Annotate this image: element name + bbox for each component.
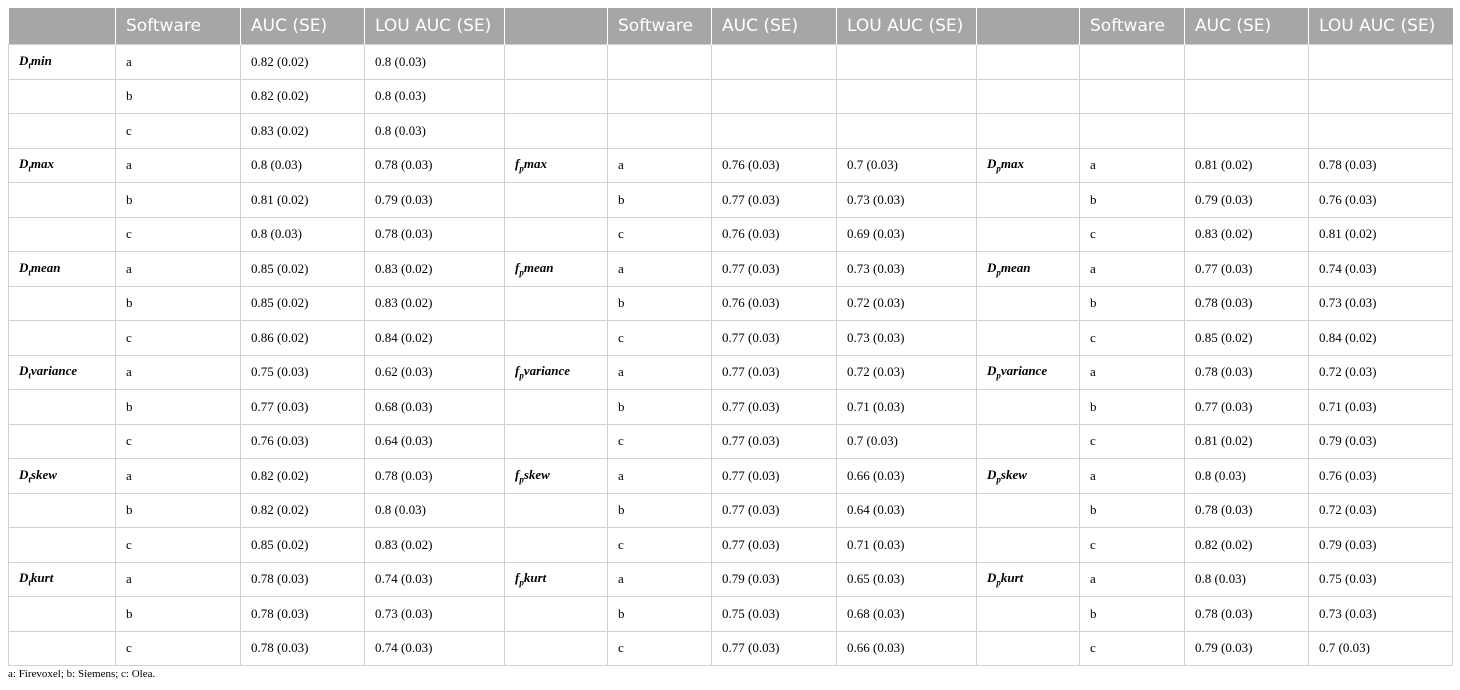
auc-table (8, 8, 1453, 666)
lou-auc-cell: 0.66 (0.03) (837, 631, 977, 666)
parameter-stat: kurt (30, 570, 54, 586)
parameter-subscript: p (996, 578, 1001, 589)
software-cell: c (608, 631, 712, 666)
software-cell: c (608, 528, 712, 563)
auc-cell: 0.75 (0.03) (241, 355, 365, 390)
lou-auc-cell: 0.71 (0.03) (1309, 390, 1453, 425)
lou-auc-cell: 0.78 (0.03) (1309, 148, 1453, 183)
parameter-base: D (987, 156, 997, 172)
lou-auc-cell: 0.76 (0.03) (1309, 459, 1453, 494)
auc-cell: 0.82 (0.02) (241, 459, 365, 494)
lou-auc-cell: 0.73 (0.03) (1309, 286, 1453, 321)
lou-auc-cell: 0.83 (0.02) (365, 528, 505, 563)
auc-cell: 0.85 (0.02) (241, 286, 365, 321)
parameter-cell (9, 355, 116, 390)
parameter-cell (9, 528, 116, 563)
parameter-cell (505, 355, 608, 390)
software-cell: b (116, 286, 241, 321)
lou-auc-cell: 0.76 (0.03) (1309, 183, 1453, 218)
lou-auc-cell: 0.73 (0.03) (837, 252, 977, 287)
lou-auc-cell: 0.79 (0.03) (1309, 424, 1453, 459)
software-cell: b (1080, 493, 1185, 528)
software-cell: a (1080, 355, 1185, 390)
software-cell: c (116, 217, 241, 252)
lou-auc-cell (837, 114, 977, 149)
lou-auc-cell: 0.68 (0.03) (365, 390, 505, 425)
software-cell: c (116, 424, 241, 459)
lou-auc-cell (1309, 114, 1453, 149)
table-row (9, 79, 1453, 114)
parameter-base: D (19, 363, 29, 379)
auc-cell: 0.77 (0.03) (712, 528, 837, 563)
auc-cell: 0.78 (0.03) (241, 562, 365, 597)
software-cell: c (116, 528, 241, 563)
software-cell (608, 45, 712, 80)
table-row (9, 390, 1453, 425)
table-row (9, 631, 1453, 666)
auc-cell: 0.78 (0.03) (1185, 597, 1309, 632)
software-cell: b (116, 597, 241, 632)
table-row (9, 252, 1453, 287)
parameter-stat: variance (30, 363, 78, 379)
column-header-software: Software (608, 8, 712, 45)
lou-auc-cell: 0.78 (0.03) (365, 459, 505, 494)
software-cell: a (608, 562, 712, 597)
software-cell: c (1080, 217, 1185, 252)
software-cell: b (608, 493, 712, 528)
auc-cell: 0.82 (0.02) (241, 79, 365, 114)
parameter-cell (505, 459, 608, 494)
auc-cell (1185, 114, 1309, 149)
parameter-subscript: p (519, 578, 524, 589)
parameter-base: f (515, 156, 520, 172)
software-cell: b (1080, 597, 1185, 632)
lou-auc-cell: 0.79 (0.03) (1309, 528, 1453, 563)
lou-auc-cell (837, 79, 977, 114)
auc-cell: 0.8 (0.03) (241, 217, 365, 252)
auc-cell: 0.82 (0.02) (1185, 528, 1309, 563)
column-header-lou-auc-se: LOU AUC (SE) (837, 8, 977, 45)
auc-cell: 0.85 (0.02) (241, 252, 365, 287)
table-row (9, 321, 1453, 356)
parameter-subscript: p (996, 164, 1001, 175)
software-cell: a (116, 355, 241, 390)
parameter-cell (505, 597, 608, 632)
software-cell (1080, 45, 1185, 80)
auc-cell: 0.77 (0.03) (712, 424, 837, 459)
lou-auc-cell: 0.72 (0.03) (837, 355, 977, 390)
parameter-cell (9, 459, 116, 494)
lou-auc-cell: 0.64 (0.03) (365, 424, 505, 459)
software-cell: b (608, 183, 712, 218)
lou-auc-cell: 0.73 (0.03) (365, 597, 505, 632)
software-cell: a (608, 355, 712, 390)
auc-cell: 0.79 (0.03) (1185, 631, 1309, 666)
parameter-cell (977, 252, 1080, 287)
parameter-cell (977, 562, 1080, 597)
auc-cell: 0.77 (0.03) (1185, 252, 1309, 287)
software-cell: c (608, 321, 712, 356)
parameter-cell (9, 183, 116, 218)
lou-auc-cell: 0.8 (0.03) (365, 79, 505, 114)
parameter-cell (977, 183, 1080, 218)
auc-cell: 0.8 (0.03) (1185, 562, 1309, 597)
software-cell: c (1080, 321, 1185, 356)
parameter-cell (977, 286, 1080, 321)
auc-cell: 0.82 (0.02) (241, 493, 365, 528)
software-cell (1080, 79, 1185, 114)
parameter-cell (977, 45, 1080, 80)
parameter-base: D (19, 259, 29, 275)
software-cell: b (608, 390, 712, 425)
lou-auc-cell: 0.74 (0.03) (365, 562, 505, 597)
parameter-subscript: t (28, 474, 31, 485)
parameter-cell (505, 528, 608, 563)
column-header-software: Software (116, 8, 241, 45)
software-cell: c (1080, 631, 1185, 666)
parameter-cell (9, 286, 116, 321)
parameter-cell (505, 390, 608, 425)
parameter-cell (9, 493, 116, 528)
parameter-subscript: p (996, 474, 1001, 485)
lou-auc-cell: 0.84 (0.02) (365, 321, 505, 356)
software-cell: a (1080, 459, 1185, 494)
auc-cell: 0.76 (0.03) (712, 217, 837, 252)
software-cell: b (1080, 390, 1185, 425)
table-row (9, 424, 1453, 459)
software-cell: a (1080, 252, 1185, 287)
parameter-stat: skew (30, 466, 57, 482)
parameter-subscript: p (519, 371, 524, 382)
parameter-cell (977, 148, 1080, 183)
parameter-stat: mean (30, 259, 61, 275)
software-cell: a (116, 45, 241, 80)
lou-auc-cell (1309, 45, 1453, 80)
lou-auc-cell: 0.83 (0.02) (365, 252, 505, 287)
software-cell: a (1080, 562, 1185, 597)
parameter-cell (505, 183, 608, 218)
parameter-cell (977, 79, 1080, 114)
software-cell: b (608, 597, 712, 632)
auc-cell: 0.79 (0.03) (712, 562, 837, 597)
parameter-subscript: p (996, 267, 1001, 278)
lou-auc-cell: 0.72 (0.03) (1309, 493, 1453, 528)
lou-auc-cell: 0.8 (0.03) (365, 114, 505, 149)
lou-auc-cell: 0.74 (0.03) (1309, 252, 1453, 287)
software-cell: c (1080, 424, 1185, 459)
software-cell: a (608, 459, 712, 494)
column-header-parameter (9, 8, 116, 45)
parameter-base: f (515, 259, 520, 275)
software-cell: b (1080, 183, 1185, 218)
auc-cell: 0.81 (0.02) (1185, 424, 1309, 459)
parameter-subscript: t (28, 164, 31, 175)
parameter-stat: min (30, 52, 52, 68)
parameter-base: D (19, 570, 29, 586)
software-cell: a (608, 252, 712, 287)
parameter-cell (977, 321, 1080, 356)
auc-cell: 0.78 (0.03) (1185, 355, 1309, 390)
lou-auc-cell: 0.8 (0.03) (365, 493, 505, 528)
parameter-cell (9, 321, 116, 356)
parameter-stat: max (30, 156, 55, 172)
column-header-software: Software (1080, 8, 1185, 45)
parameter-cell (977, 493, 1080, 528)
column-header-parameter (977, 8, 1080, 45)
lou-auc-cell: 0.69 (0.03) (837, 217, 977, 252)
column-header-lou-auc-se: LOU AUC (SE) (1309, 8, 1453, 45)
lou-auc-cell: 0.71 (0.03) (837, 390, 977, 425)
auc-cell (712, 45, 837, 80)
parameter-stat: max (1000, 156, 1025, 172)
lou-auc-cell: 0.73 (0.03) (837, 321, 977, 356)
auc-cell: 0.78 (0.03) (241, 597, 365, 632)
parameter-base: f (515, 466, 520, 482)
auc-cell: 0.81 (0.02) (241, 183, 365, 218)
parameter-cell (9, 424, 116, 459)
auc-cell: 0.86 (0.02) (241, 321, 365, 356)
table-row (9, 528, 1453, 563)
parameter-stat: skew (523, 466, 550, 482)
lou-auc-cell: 0.65 (0.03) (837, 562, 977, 597)
auc-cell: 0.77 (0.03) (712, 390, 837, 425)
table-footnote: a: Firevoxel; b: Siemens; c: Olea. (8, 668, 156, 680)
parameter-subscript: t (28, 371, 31, 382)
software-cell: b (116, 79, 241, 114)
lou-auc-cell: 0.84 (0.02) (1309, 321, 1453, 356)
lou-auc-cell (1309, 79, 1453, 114)
auc-cell: 0.77 (0.03) (712, 183, 837, 218)
parameter-cell (9, 631, 116, 666)
table-body (9, 45, 1453, 666)
software-cell: b (1080, 286, 1185, 321)
parameter-stat: mean (523, 259, 554, 275)
parameter-cell (505, 148, 608, 183)
lou-auc-cell: 0.71 (0.03) (837, 528, 977, 563)
parameter-base: D (19, 466, 29, 482)
auc-cell: 0.85 (0.02) (241, 528, 365, 563)
lou-auc-cell: 0.64 (0.03) (837, 493, 977, 528)
results-table-container (8, 8, 1452, 666)
parameter-cell (9, 114, 116, 149)
lou-auc-cell: 0.7 (0.03) (837, 424, 977, 459)
parameter-cell (505, 562, 608, 597)
lou-auc-cell: 0.66 (0.03) (837, 459, 977, 494)
parameter-subscript: p (996, 371, 1001, 382)
auc-cell: 0.76 (0.03) (712, 286, 837, 321)
table-row (9, 597, 1453, 632)
lou-auc-cell: 0.7 (0.03) (1309, 631, 1453, 666)
software-cell: b (116, 493, 241, 528)
lou-auc-cell: 0.7 (0.03) (837, 148, 977, 183)
software-cell: c (608, 217, 712, 252)
software-cell (1080, 114, 1185, 149)
software-cell: b (116, 183, 241, 218)
parameter-stat: kurt (523, 570, 547, 586)
auc-cell: 0.82 (0.02) (241, 45, 365, 80)
auc-cell: 0.78 (0.03) (1185, 493, 1309, 528)
software-cell: a (116, 148, 241, 183)
auc-cell: 0.77 (0.03) (712, 355, 837, 390)
lou-auc-cell: 0.72 (0.03) (837, 286, 977, 321)
table-row (9, 114, 1453, 149)
software-cell: c (1080, 528, 1185, 563)
parameter-cell (9, 217, 116, 252)
software-cell (608, 114, 712, 149)
parameter-stat: mean (1000, 259, 1031, 275)
parameter-cell (9, 79, 116, 114)
parameter-cell (977, 528, 1080, 563)
auc-cell (712, 79, 837, 114)
parameter-stat: variance (523, 363, 571, 379)
table-row (9, 459, 1453, 494)
software-cell: c (608, 424, 712, 459)
software-cell: a (116, 252, 241, 287)
parameter-stat: max (523, 156, 547, 172)
auc-cell: 0.85 (0.02) (1185, 321, 1309, 356)
parameter-cell (505, 114, 608, 149)
lou-auc-cell: 0.73 (0.03) (1309, 597, 1453, 632)
parameter-stat: variance (1000, 363, 1048, 379)
software-cell: a (608, 148, 712, 183)
parameter-base: D (19, 156, 29, 172)
lou-auc-cell (837, 45, 977, 80)
lou-auc-cell: 0.73 (0.03) (837, 183, 977, 218)
parameter-subscript: p (519, 164, 524, 175)
lou-auc-cell: 0.74 (0.03) (365, 631, 505, 666)
table-row (9, 562, 1453, 597)
table-row (9, 286, 1453, 321)
parameter-cell (977, 114, 1080, 149)
parameter-cell (505, 321, 608, 356)
lou-auc-cell: 0.83 (0.02) (365, 286, 505, 321)
software-cell: c (116, 631, 241, 666)
software-cell: a (116, 562, 241, 597)
parameter-cell (977, 355, 1080, 390)
lou-auc-cell: 0.72 (0.03) (1309, 355, 1453, 390)
auc-cell: 0.8 (0.03) (241, 148, 365, 183)
parameter-cell (505, 217, 608, 252)
table-header-row (9, 8, 1453, 45)
parameter-cell (977, 217, 1080, 252)
auc-cell: 0.77 (0.03) (712, 321, 837, 356)
software-cell: c (116, 114, 241, 149)
auc-cell: 0.76 (0.03) (712, 148, 837, 183)
lou-auc-cell: 0.81 (0.02) (1309, 217, 1453, 252)
auc-cell: 0.83 (0.02) (1185, 217, 1309, 252)
parameter-cell (9, 45, 116, 80)
auc-cell (712, 114, 837, 149)
software-cell (608, 79, 712, 114)
column-header-parameter (505, 8, 608, 45)
table-row (9, 148, 1453, 183)
parameter-cell (505, 79, 608, 114)
parameter-subscript: t (28, 267, 31, 278)
table-row (9, 355, 1453, 390)
parameter-cell (977, 424, 1080, 459)
software-cell: c (116, 321, 241, 356)
parameter-cell (9, 390, 116, 425)
lou-auc-cell: 0.62 (0.03) (365, 355, 505, 390)
parameter-cell (505, 286, 608, 321)
parameter-stat: skew (1000, 466, 1027, 482)
lou-auc-cell: 0.68 (0.03) (837, 597, 977, 632)
parameter-subscript: t (28, 60, 31, 71)
parameter-cell (505, 631, 608, 666)
parameter-subscript: t (28, 578, 31, 589)
parameter-stat: kurt (1000, 570, 1024, 586)
parameter-cell (9, 148, 116, 183)
parameter-cell (9, 597, 116, 632)
parameter-base: D (987, 259, 997, 275)
column-header-lou-auc-se: LOU AUC (SE) (365, 8, 505, 45)
lou-auc-cell: 0.78 (0.03) (365, 148, 505, 183)
parameter-cell (977, 390, 1080, 425)
auc-cell: 0.77 (0.03) (1185, 390, 1309, 425)
auc-cell: 0.75 (0.03) (712, 597, 837, 632)
table-row (9, 183, 1453, 218)
auc-cell: 0.79 (0.03) (1185, 183, 1309, 218)
auc-cell (1185, 79, 1309, 114)
parameter-cell (505, 493, 608, 528)
auc-cell: 0.77 (0.03) (712, 252, 837, 287)
parameter-cell (977, 631, 1080, 666)
software-cell: b (116, 390, 241, 425)
auc-cell: 0.8 (0.03) (1185, 459, 1309, 494)
column-header-auc-se: AUC (SE) (712, 8, 837, 45)
parameter-cell (977, 597, 1080, 632)
column-header-auc-se: AUC (SE) (1185, 8, 1309, 45)
parameter-base: f (515, 570, 520, 586)
lou-auc-cell: 0.8 (0.03) (365, 45, 505, 80)
table-row (9, 493, 1453, 528)
table-row (9, 45, 1453, 80)
parameter-cell (505, 424, 608, 459)
parameter-base: D (19, 52, 29, 68)
column-header-auc-se: AUC (SE) (241, 8, 365, 45)
software-cell: b (608, 286, 712, 321)
auc-cell: 0.77 (0.03) (712, 631, 837, 666)
software-cell: a (1080, 148, 1185, 183)
auc-cell: 0.76 (0.03) (241, 424, 365, 459)
parameter-cell (505, 45, 608, 80)
auc-cell (1185, 45, 1309, 80)
parameter-cell (977, 459, 1080, 494)
software-cell: a (116, 459, 241, 494)
lou-auc-cell: 0.78 (0.03) (365, 217, 505, 252)
parameter-base: D (987, 466, 997, 482)
parameter-base: D (987, 570, 997, 586)
auc-cell: 0.77 (0.03) (712, 459, 837, 494)
parameter-subscript: p (519, 267, 524, 278)
auc-cell: 0.83 (0.02) (241, 114, 365, 149)
auc-cell: 0.77 (0.03) (241, 390, 365, 425)
parameter-cell (505, 252, 608, 287)
parameter-cell (9, 562, 116, 597)
lou-auc-cell: 0.79 (0.03) (365, 183, 505, 218)
parameter-cell (9, 252, 116, 287)
lou-auc-cell: 0.75 (0.03) (1309, 562, 1453, 597)
auc-cell: 0.78 (0.03) (1185, 286, 1309, 321)
auc-cell: 0.78 (0.03) (241, 631, 365, 666)
auc-cell: 0.77 (0.03) (712, 493, 837, 528)
table-row (9, 217, 1453, 252)
parameter-base: D (987, 363, 997, 379)
parameter-subscript: p (519, 474, 524, 485)
auc-cell: 0.81 (0.02) (1185, 148, 1309, 183)
parameter-base: f (515, 363, 520, 379)
